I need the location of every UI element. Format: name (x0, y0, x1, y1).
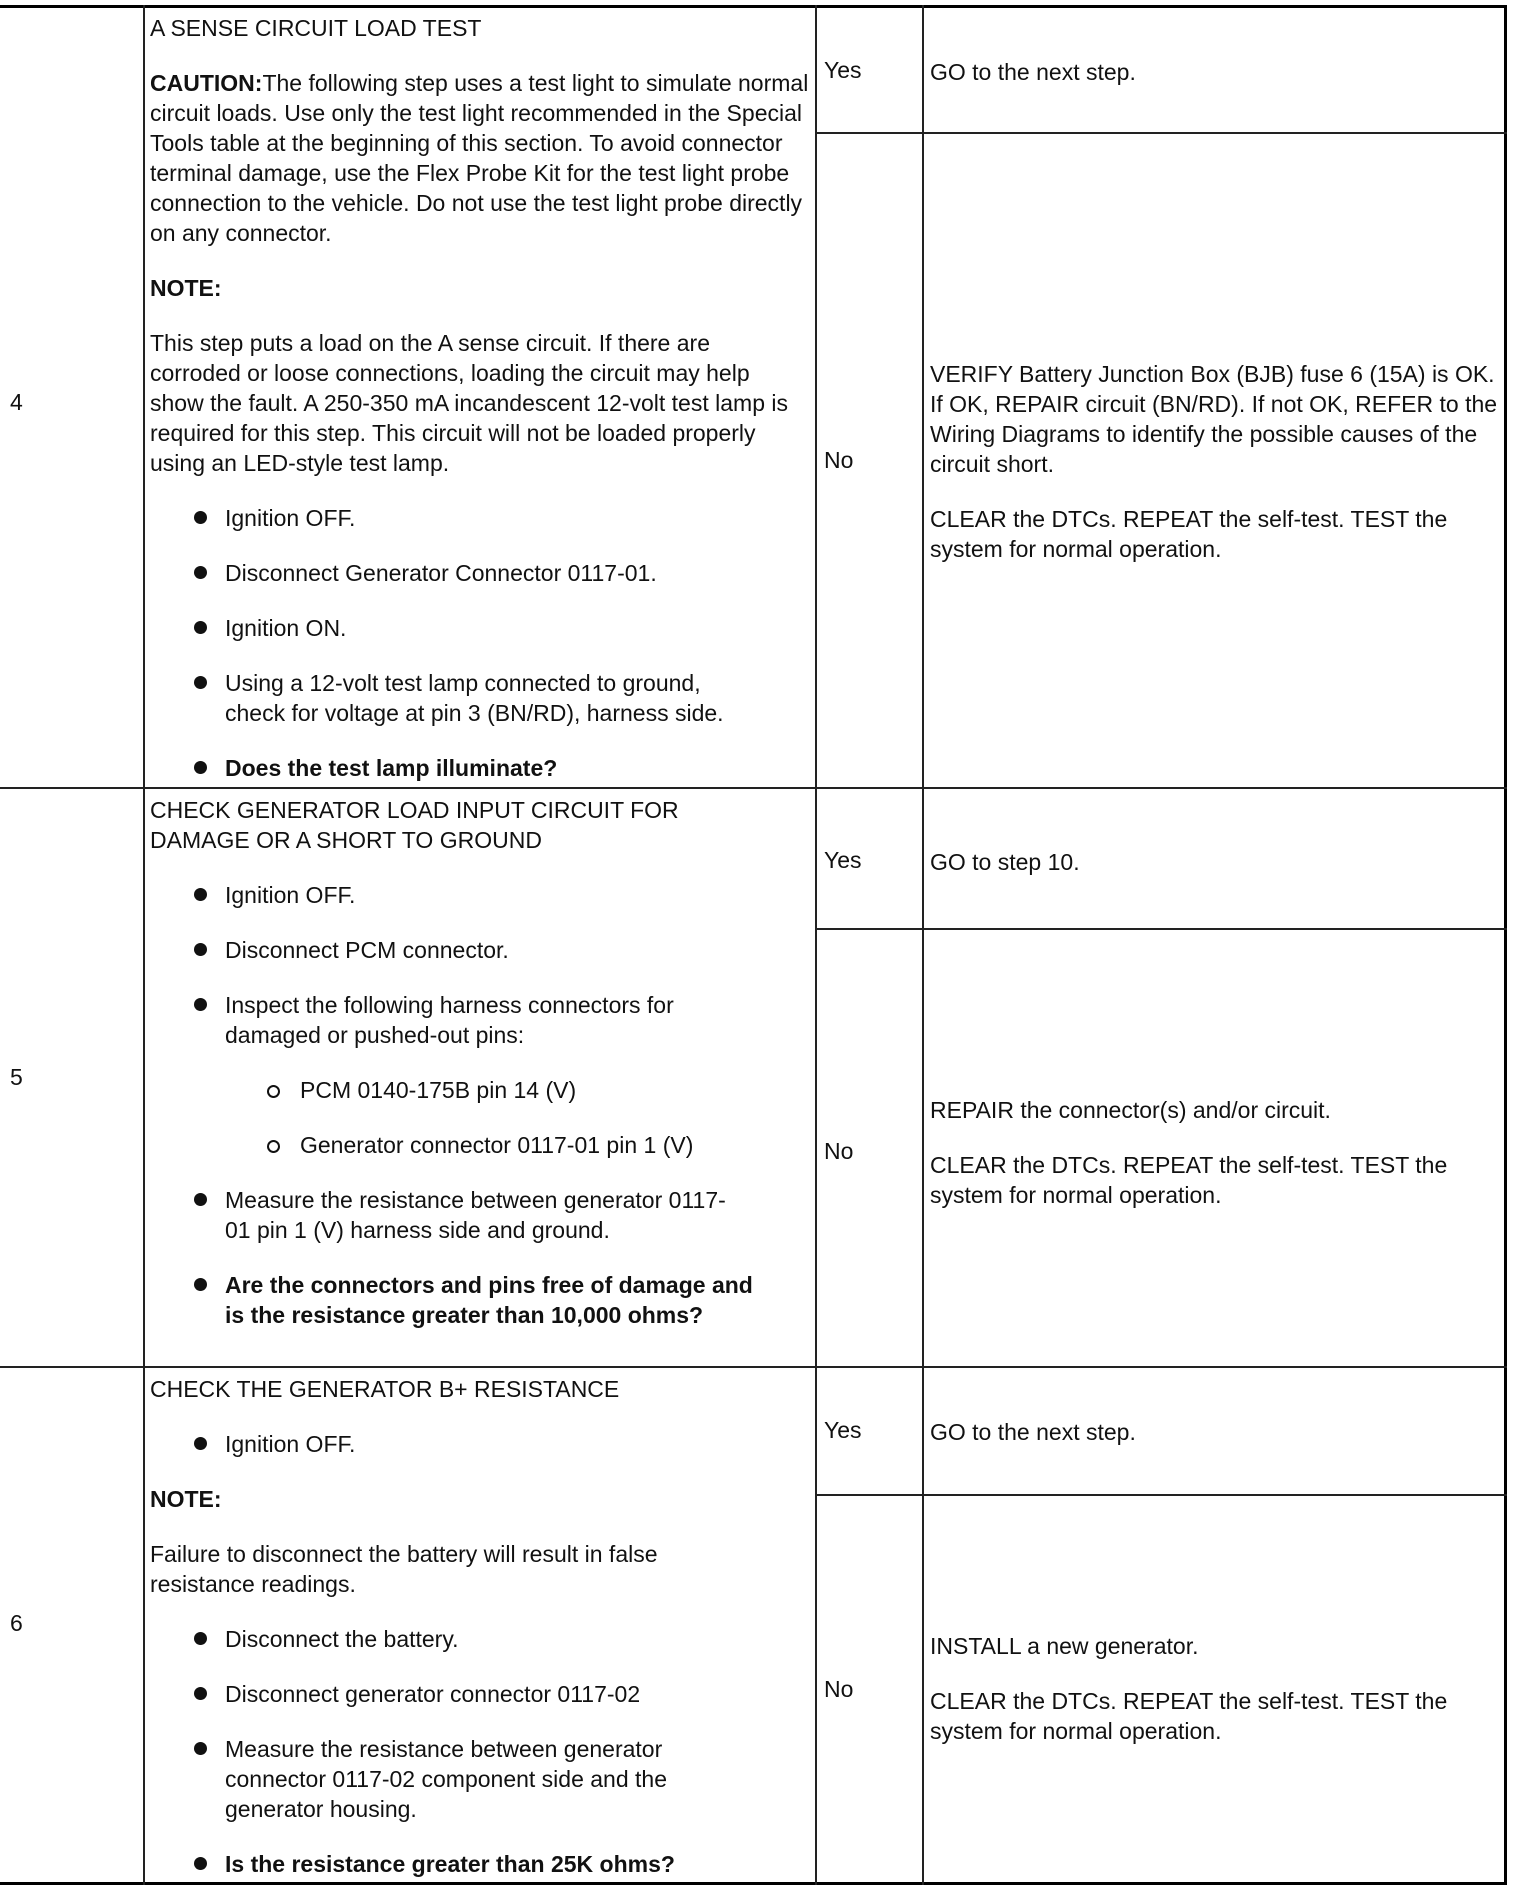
step-4-procedure (150, 13, 810, 783)
list-item: Disconnect PCM connector. (150, 935, 810, 965)
no-action (930, 1095, 1502, 1210)
list-item: Ignition OFF. (150, 880, 810, 910)
procedure-list (150, 503, 810, 783)
list-item: Using a 12-volt test lamp connected to ground, check for voltage at pin 3 (BN/RD), harness side. (150, 668, 765, 728)
column-divider (143, 5, 145, 1885)
procedure-list (150, 1429, 810, 1459)
caution-text: The following step uses a test light to simulate normal circuit loads. Use only the test light recommended in the Special Tools table at the beginning of this section. To avoid connector terminal damage, use the Flex Probe Kit for the test light probe connection to the vehicle. Do not use the test light probe directly on any connector. (150, 70, 809, 246)
sub-list (150, 1075, 810, 1160)
step-title: CHECK THE GENERATOR B+ RESISTANCE (150, 1376, 620, 1402)
yes-label: Yes (824, 847, 862, 873)
caution (150, 68, 810, 248)
step-6-procedure (150, 1374, 810, 1879)
yes-no-divider (815, 1494, 1507, 1496)
no-label: No (824, 1138, 854, 1164)
list-item: Ignition OFF. (150, 1429, 810, 1459)
yes-action: GO to the next step. (930, 59, 1136, 85)
no-label: No (824, 447, 854, 473)
column-divider (922, 5, 924, 1885)
sub-list-item: Generator connector 0117-01 pin 1 (V) (150, 1130, 810, 1160)
no-action-text: REPAIR the connector(s) and/or circuit. (930, 1097, 1331, 1123)
no-action (930, 359, 1502, 564)
note-label: NOTE: (150, 1486, 222, 1512)
no-action-text: VERIFY Battery Junction Box (BJB) fuse 6 (15A) is OK. If OK, REPAIR circuit (BN/RD). If not OK, REFER to the Wiring Diagrams to identify the possible causes of the circuit short. (930, 361, 1498, 477)
step-5-procedure (150, 795, 810, 1330)
question-item: Does the test lamp illuminate? (150, 753, 810, 783)
list-item: Ignition OFF. (150, 503, 810, 533)
list-item: Ignition ON. (150, 613, 810, 643)
step-number: 6 (10, 1610, 23, 1636)
yes-no-divider (815, 132, 1507, 134)
row-divider (0, 1366, 1507, 1368)
no-action-text: CLEAR the DTCs. REPEAT the self-test. TEST the system for normal operation. (930, 506, 1448, 562)
step-number: 5 (10, 1064, 23, 1090)
no-action-text: INSTALL a new generator. (930, 1633, 1199, 1659)
yes-action: GO to step 10. (930, 849, 1080, 875)
yes-no-divider (815, 928, 1507, 930)
no-action-text: CLEAR the DTCs. REPEAT the self-test. TEST the system for normal operation. (930, 1688, 1448, 1744)
no-action (930, 1631, 1502, 1746)
step-title: A SENSE CIRCUIT LOAD TEST (150, 15, 482, 41)
yes-label: Yes (824, 57, 862, 83)
list-item: Measure the resistance between generator connector 0117-02 component side and the generator housing. (150, 1734, 745, 1824)
list-item: Disconnect Generator Connector 0117-01. (150, 558, 810, 588)
list-item (150, 990, 810, 1160)
no-label: No (824, 1676, 854, 1702)
yes-label: Yes (824, 1417, 862, 1443)
procedure-list (150, 1624, 810, 1879)
yes-action: GO to the next step. (930, 1419, 1136, 1445)
procedure-list (150, 880, 810, 1330)
note-text: Failure to disconnect the battery will result in false resistance readings. (150, 1541, 658, 1597)
note-label: NOTE: (150, 275, 222, 301)
list-item: Disconnect the battery. (150, 1624, 810, 1654)
step-number: 4 (10, 389, 23, 415)
note-text: This step puts a load on the A sense circuit. If there are corroded or loose connections, loading the circuit may help show the fault. A 250-350 mA incandescent 12-volt test lamp is required for this step. This circuit will not be loaded properly using an LED-style test lamp. (150, 330, 788, 476)
sub-list-item: PCM 0140-175B pin 14 (V) (150, 1075, 810, 1105)
diagnostic-table (0, 5, 1507, 1885)
list-item: Measure the resistance between generator 0117-01 pin 1 (V) harness side and ground. (150, 1185, 745, 1245)
list-item: Disconnect generator connector 0117-02 (150, 1679, 810, 1709)
question-item: Are the connectors and pins free of damage and is the resistance greater than 10,000 ohms? (150, 1270, 755, 1330)
list-item-text: Inspect the following harness connectors for damaged or pushed-out pins: (225, 992, 674, 1048)
step-title: CHECK GENERATOR LOAD INPUT CIRCUIT FOR DAMAGE OR A SHORT TO GROUND (150, 797, 679, 853)
caution-label: CAUTION: (150, 70, 263, 96)
column-divider (815, 5, 817, 1885)
row-divider (0, 787, 1507, 789)
no-action-text: CLEAR the DTCs. REPEAT the self-test. TEST the system for normal operation. (930, 1152, 1448, 1208)
question-item: Is the resistance greater than 25K ohms? (150, 1849, 810, 1879)
